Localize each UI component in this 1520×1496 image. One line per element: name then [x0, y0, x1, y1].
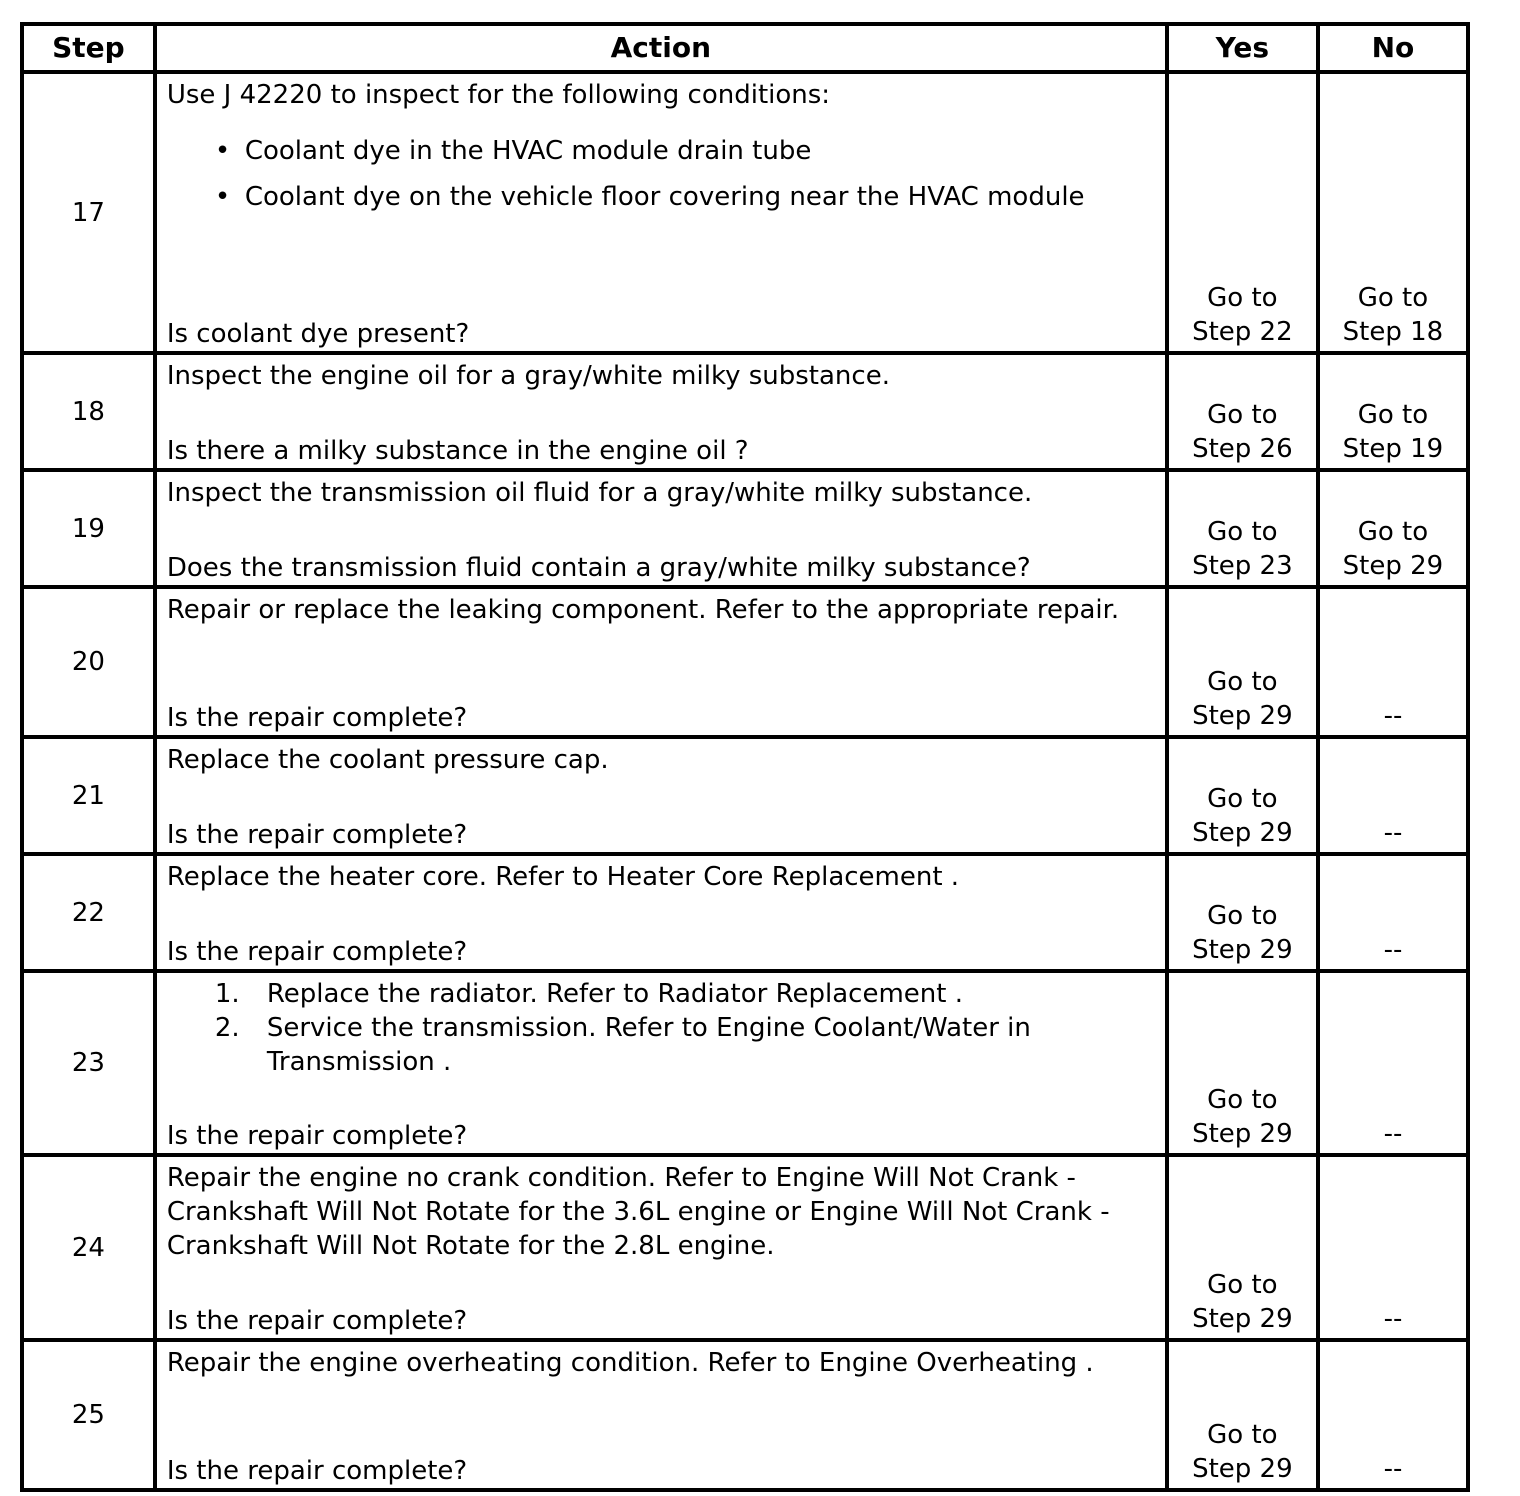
- yes-cell: [1167, 1155, 1318, 1340]
- action-cell: [155, 854, 1167, 971]
- yes-line1: Go to: [1207, 784, 1278, 814]
- step-number: 20: [22, 587, 155, 737]
- no-line1: Go to: [1357, 400, 1429, 430]
- yes-cell: [1167, 854, 1318, 971]
- no-cell: --: [1318, 854, 1468, 971]
- yes-line2: Step 29: [1192, 1454, 1293, 1484]
- table-row: [22, 854, 1468, 971]
- yes-line2: Step 26: [1192, 434, 1293, 464]
- table-row: [22, 72, 1468, 353]
- action-text: Replace the coolant pressure cap.: [166, 745, 609, 775]
- action-cell: [155, 737, 1167, 854]
- step-number: 18: [22, 353, 155, 470]
- table-row: [22, 1340, 1468, 1490]
- action-question: Is the repair complete?: [166, 937, 468, 967]
- yes-cell: [1167, 587, 1318, 737]
- list-item: • Coolant dye on the vehicle floor covering near the HVAC module: [214, 182, 1085, 212]
- no-line1: Go to: [1357, 517, 1429, 547]
- yes-line1: Go to: [1207, 283, 1278, 313]
- list-item: 2. Service the transmission. Refer to Engine Coolant/Water in Transmission .: [214, 1013, 1031, 1077]
- no-cell: --: [1318, 587, 1468, 737]
- list-item: • Coolant dye in the HVAC module drain tube: [214, 136, 812, 166]
- yes-line2: Step 23: [1192, 551, 1293, 581]
- yes-cell: [1167, 353, 1318, 470]
- action-question: Does the transmission fluid contain a gray/white milky substance?: [166, 553, 1031, 583]
- action-question: Is the repair complete?: [166, 820, 468, 850]
- yes-line1: Go to: [1207, 517, 1278, 547]
- action-cell: [155, 1155, 1167, 1340]
- step-number: 23: [22, 971, 155, 1155]
- bullet-icon: •: [214, 182, 231, 212]
- list-item: 1. Replace the radiator. Refer to Radiator Replacement .: [214, 979, 963, 1009]
- yes-line1: Go to: [1207, 667, 1278, 697]
- step-number: 21: [22, 737, 155, 854]
- header-action: Action: [155, 24, 1167, 72]
- no-cell: --: [1318, 737, 1468, 854]
- step-number: 22: [22, 854, 155, 971]
- action-cell: [155, 587, 1167, 737]
- diagnostic-table: [20, 22, 1470, 1492]
- yes-cell: [1167, 470, 1318, 587]
- step-number: 19: [22, 470, 155, 587]
- no-line2: Step 19: [1342, 434, 1444, 464]
- action-text: Repair the engine no crank condition. Refer to Engine Will Not Crank - Crankshaft Will Not Rotate for the 3.6L engine or Engine Will Not Crank - Crankshaft Will Not Rotate for the 2.8L engine.: [166, 1163, 1110, 1261]
- table-row: [22, 587, 1468, 737]
- action-question: Is coolant dye present?: [166, 319, 470, 349]
- table-row: [22, 353, 1468, 470]
- no-cell: --: [1318, 971, 1468, 1155]
- action-cell: [155, 1340, 1167, 1490]
- yes-line2: Step 29: [1192, 935, 1293, 965]
- yes-cell: [1167, 971, 1318, 1155]
- yes-cell: [1167, 72, 1318, 353]
- no-cell: --: [1318, 1155, 1468, 1340]
- bullet-icon: •: [214, 136, 231, 166]
- table-row: [22, 971, 1468, 1155]
- header-step: Step: [22, 24, 155, 72]
- no-line1: Go to: [1357, 283, 1429, 313]
- yes-line1: Go to: [1207, 901, 1278, 931]
- step-number: 25: [22, 1340, 155, 1490]
- action-question: Is the repair complete?: [166, 1456, 468, 1486]
- no-cell: [1318, 353, 1468, 470]
- action-text: Replace the heater core. Refer to Heater Core Replacement .: [166, 862, 960, 892]
- action-cell: [155, 971, 1167, 1155]
- action-text: Repair the engine overheating condition. Refer to Engine Overheating .: [166, 1348, 1094, 1378]
- no-cell: [1318, 72, 1468, 353]
- action-text: Repair or replace the leaking component. Refer to the appropriate repair.: [166, 595, 1120, 625]
- action-cell: [155, 353, 1167, 470]
- header-yes: Yes: [1167, 24, 1318, 72]
- action-text: Inspect the engine oil for a gray/white milky substance.: [166, 361, 890, 391]
- yes-line2: Step 29: [1192, 1304, 1293, 1334]
- action-cell: [155, 72, 1167, 353]
- no-cell: [1318, 470, 1468, 587]
- step-number: 24: [22, 1155, 155, 1340]
- yes-line1: Go to: [1207, 1420, 1278, 1450]
- yes-cell: [1167, 1340, 1318, 1490]
- action-question: Is the repair complete?: [166, 1306, 468, 1336]
- action-question: Is there a milky substance in the engine oil ?: [166, 436, 749, 466]
- yes-line2: Step 29: [1192, 701, 1293, 731]
- no-line2: Step 29: [1342, 551, 1444, 581]
- yes-line1: Go to: [1207, 1270, 1278, 1300]
- table-row: [22, 470, 1468, 587]
- yes-line1: Go to: [1207, 400, 1278, 430]
- yes-line2: Step 29: [1192, 818, 1293, 848]
- step-number: 17: [22, 72, 155, 353]
- header-no: No: [1318, 24, 1468, 72]
- no-line2: Step 18: [1342, 317, 1444, 347]
- table-row: [22, 1155, 1468, 1340]
- yes-cell: [1167, 737, 1318, 854]
- yes-line2: Step 22: [1192, 317, 1293, 347]
- action-intro: Use J 42220 to inspect for the following conditions:: [166, 80, 831, 110]
- table-header-row: [22, 24, 1468, 72]
- yes-line2: Step 29: [1192, 1119, 1293, 1149]
- action-question: Is the repair complete?: [166, 1121, 468, 1151]
- repair-steps-list: [167, 977, 1155, 1079]
- table-row: [22, 737, 1468, 854]
- action-text: Inspect the transmission oil fluid for a gray/white milky substance.: [166, 478, 1033, 508]
- action-question: Is the repair complete?: [166, 703, 468, 733]
- action-cell: [155, 470, 1167, 587]
- condition-list: [167, 134, 1155, 214]
- no-cell: --: [1318, 1340, 1468, 1490]
- yes-line1: Go to: [1207, 1085, 1278, 1115]
